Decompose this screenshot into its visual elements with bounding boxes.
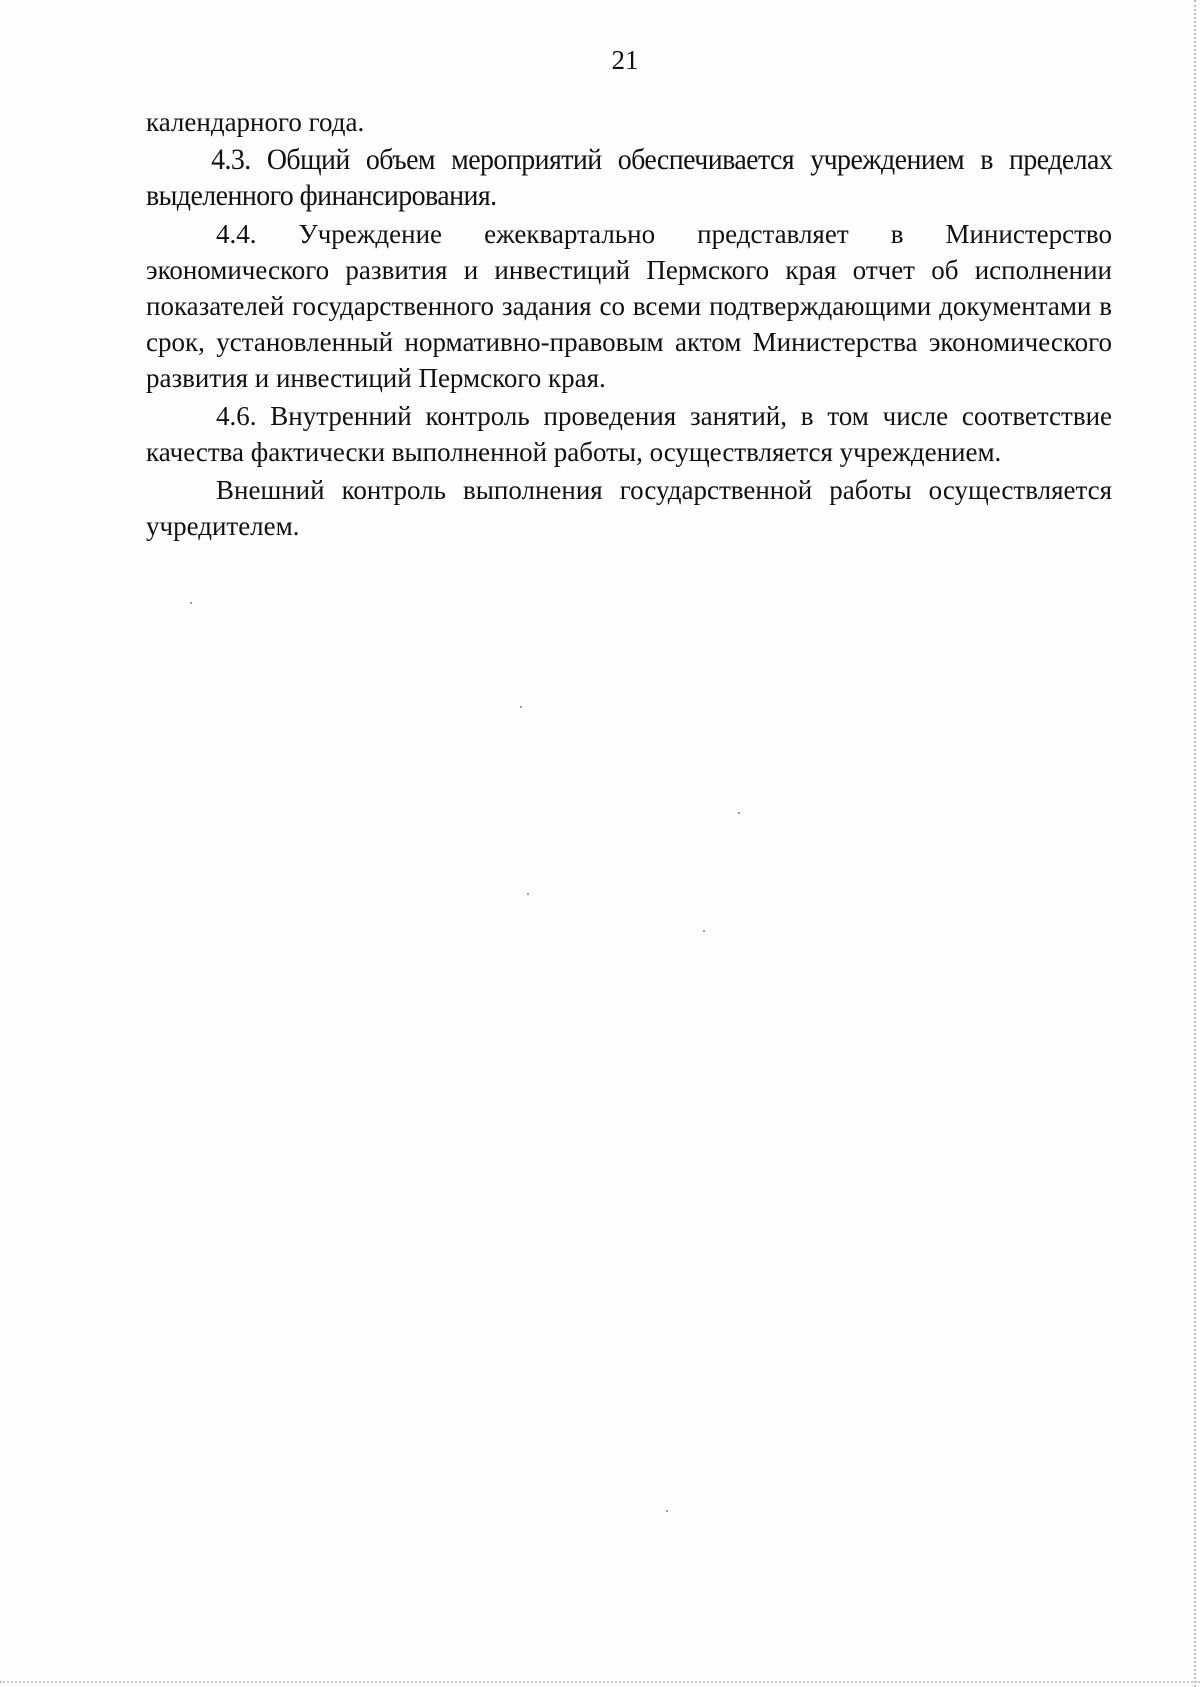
scan-speck	[703, 930, 705, 932]
paragraph-4-4: 4.4. Учреждение ежеквартально представляет в Министерство экономического развития и инвестиций Пермского края отчет об исполнении показателей государственного задания со всеми подтверждающими документами в срок, установленный нормативно-правовым актом Министерства экономического развития и инвестиций Пермского края.	[146, 219, 1112, 393]
paragraph-4-3: 4.3. Общий объем мероприятий обеспечивается учреждением в пределах выделенного финансирования.	[146, 143, 1113, 212]
scan-speck	[666, 1510, 668, 1512]
paragraph-external-control: Внешний контроль выполнения государственной работы осуществляется учредителем.	[146, 475, 1112, 541]
document-body	[146, 104, 1112, 546]
scan-edge-bottom	[0, 1681, 1200, 1683]
page-number: 21	[611, 45, 639, 75]
scan-speck	[190, 602, 192, 604]
scan-speck	[527, 893, 529, 895]
paragraph-4-6: 4.6. Внутренний контроль проведения занятий, в том числе соответствие качества фактически выполненной работы, осуществляется учреждением.	[146, 401, 1112, 467]
scan-edge-right	[1194, 0, 1196, 1687]
scan-speck	[520, 706, 522, 708]
paragraph-continuation: календарного года.	[146, 107, 365, 137]
scan-speck	[738, 812, 740, 814]
